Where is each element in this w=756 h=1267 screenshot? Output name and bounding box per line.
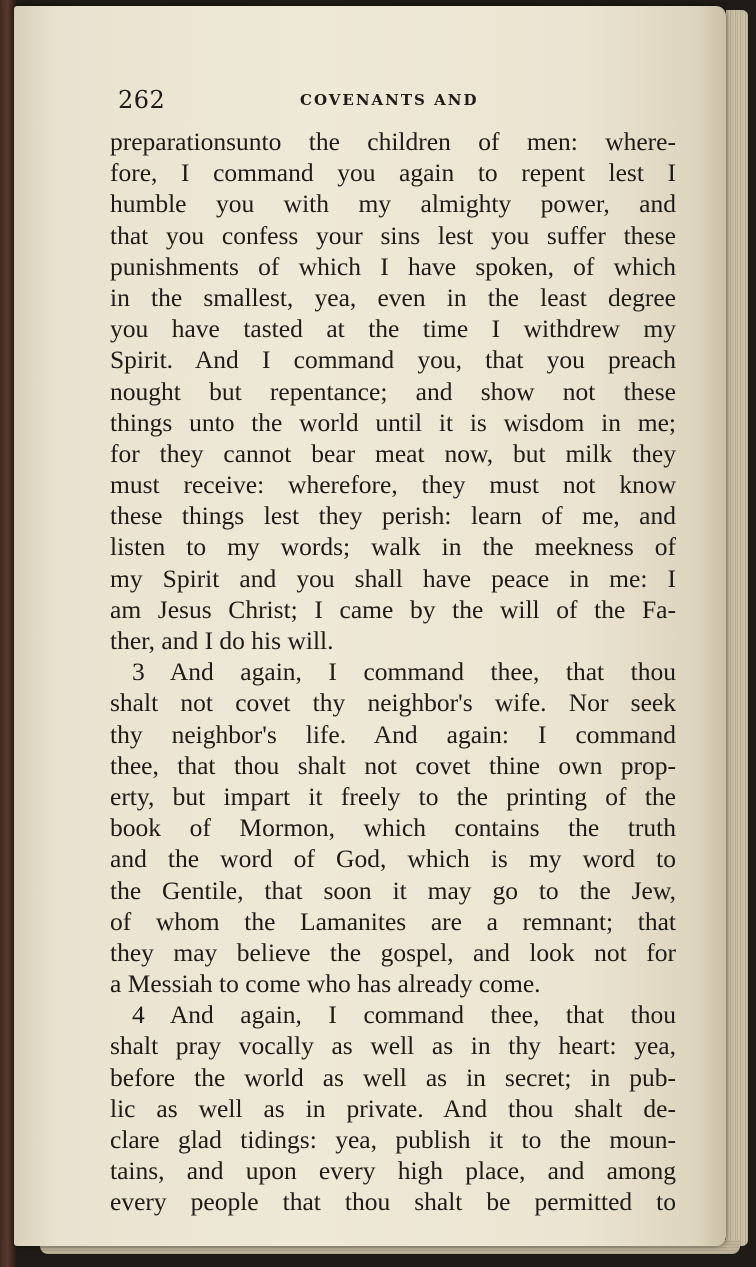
text-line: clare glad tidings: yea, publish it to the moun-	[110, 1125, 676, 1154]
text-line: tains, and upon every high place, and among	[110, 1156, 676, 1186]
text-line: in the smallest, yea, even in the least degree	[110, 282, 676, 312]
text-line: my Spirit and you shall have peace in me: I	[110, 563, 676, 593]
body-text	[110, 126, 676, 1218]
text-line: book of Mormon, which contains the truth	[110, 813, 676, 843]
verse-4-start: 4 And again, I command thee, that thou	[132, 1000, 676, 1030]
paragraph-end-line: a Messiah to come who has already come.	[110, 969, 541, 999]
page-header	[118, 82, 678, 118]
text-line: erty, but impart it freely to the printing of the	[110, 781, 676, 811]
text-line: punishments of which I have spoken, of which	[110, 251, 676, 281]
text-line: shalt not covet thy neighbor's wife. Nor seek	[110, 688, 676, 718]
page-number: 262	[118, 86, 166, 114]
verse-3-start: 3 And again, I command thee, that thou	[132, 657, 676, 687]
text-line: every people that thou shalt be permitted to	[110, 1187, 676, 1217]
text-line: and the word of God, which is my word to	[110, 844, 676, 874]
text-line: fore, I command you again to repent lest I	[110, 158, 676, 188]
text-line: Spirit. And I command you, that you preach	[110, 345, 676, 375]
text-line: am Jesus Christ; I came by the will of the Fa-	[110, 594, 676, 624]
text-line: shalt pray vocally as well as in thy heart: yea,	[110, 1031, 676, 1061]
text-line: things unto the world until it is wisdom in me;	[110, 407, 676, 437]
text-line: nought but repentance; and show not these	[110, 376, 676, 406]
text-line: of whom the Lamanites are a remnant; that	[110, 906, 676, 936]
text-line: listen to my words; walk in the meekness of	[110, 532, 676, 562]
text-line: you have tasted at the time I withdrew my	[110, 314, 676, 344]
text-line: thy neighbor's life. And again: I command	[110, 719, 676, 749]
text-line: humble you with my almighty power, and	[110, 189, 676, 219]
text-line: these things lest they perish: learn of me, and	[110, 501, 676, 531]
text-line: that you confess your sins lest you suffer these	[110, 220, 676, 250]
page-edges-right	[726, 10, 748, 1246]
text-line: thee, that thou shalt not covet thine own prop-	[110, 750, 676, 780]
text-line: before the world as well as in secret; in pub-	[110, 1062, 676, 1092]
running-head: COVENANTS AND	[300, 91, 479, 109]
text-line: must receive: wherefore, they must not know	[110, 470, 676, 500]
paragraph-end-line: ther, and I do his will.	[110, 626, 334, 655]
text-line: preparationsunto the children of men: where-	[110, 127, 676, 156]
text-line: they may believe the gospel, and look not for	[110, 937, 676, 967]
text-line: the Gentile, that soon it may go to the Jew,	[110, 875, 676, 905]
text-line: for they cannot bear meat now, but milk they	[110, 438, 676, 468]
text-line: lic as well as in private. And thou shalt de-	[110, 1093, 676, 1123]
